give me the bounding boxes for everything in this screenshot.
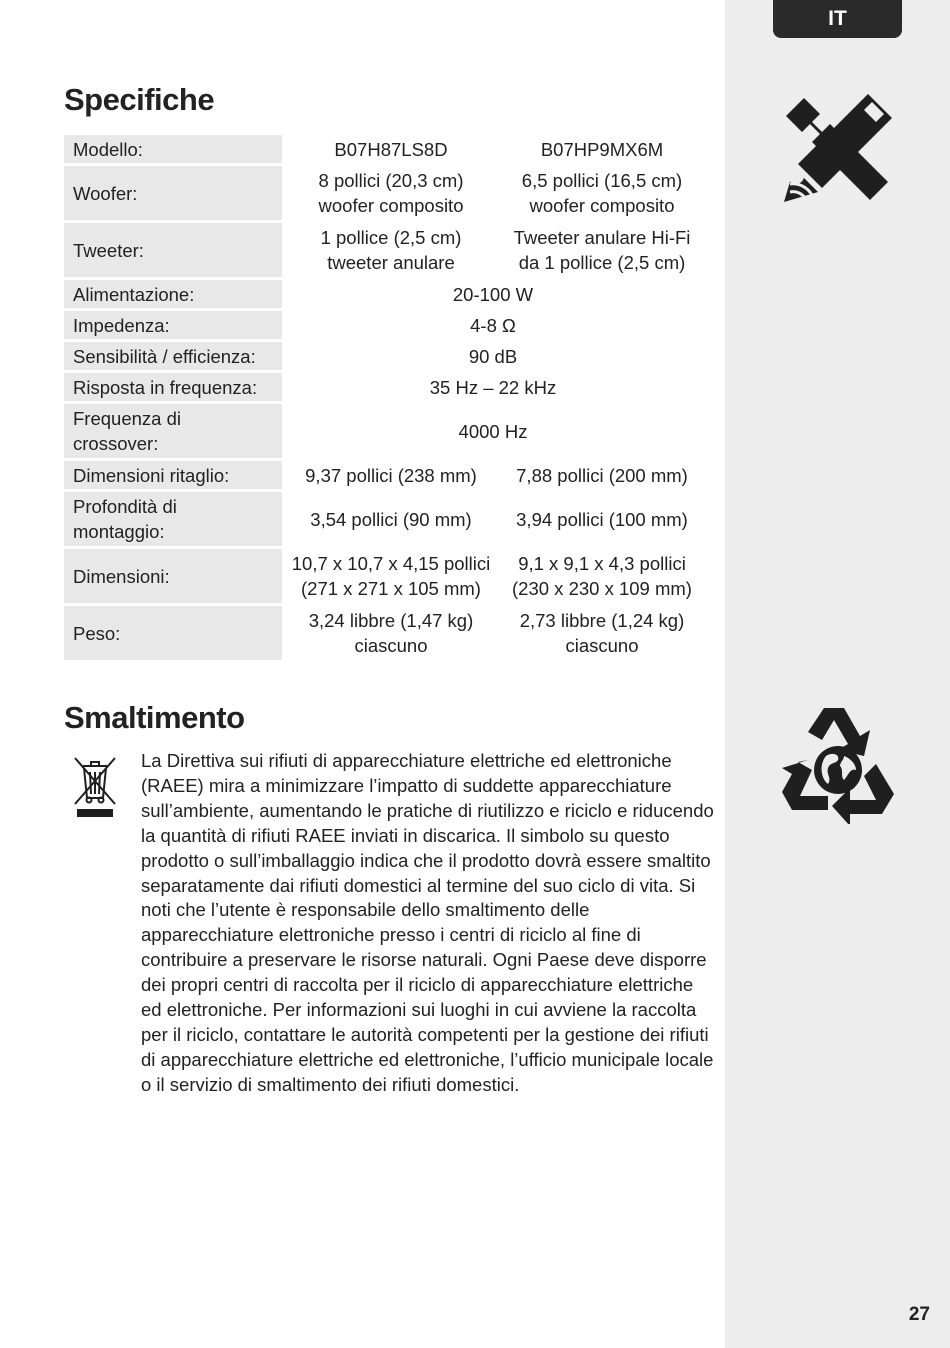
spec-label: Frequenza di crossover: bbox=[64, 404, 282, 458]
spec-value-model-a: 1 pollice (2,5 cm) tweeter anulare bbox=[320, 227, 462, 273]
spec-row bbox=[64, 280, 704, 308]
spec-label: Alimentazione: bbox=[64, 280, 282, 308]
spec-value-model-b: B07HP9MX6M bbox=[540, 138, 664, 160]
spec-value-model-a: 3,54 pollici (90 mm) bbox=[310, 508, 472, 530]
spec-label: Dimensioni: bbox=[64, 549, 282, 603]
spec-label: Sensibilità / efficienza: bbox=[64, 342, 282, 370]
spec-label: Woofer: bbox=[64, 166, 282, 220]
disposal-title: Smaltimento bbox=[64, 700, 245, 735]
spec-label: Risposta in frequenza: bbox=[64, 373, 282, 401]
spec-value-model-b: 7,88 pollici (200 mm) bbox=[516, 464, 688, 486]
recycle-globe-icon bbox=[778, 704, 898, 824]
disposal-paragraph: La Direttiva sui rifiuti di apparecchiature elettriche ed elettroniche (RAEE) mira a minimizzare l’impatto di suddette apparecchiature sull’ambiente, aumentando le pratiche di riutilizzo e riciclo e riducendo la quantità di rifiuti RAEE inviati in discarica. Il simbolo su questo prodotto o sull’imballaggio indica che il prodotto dovrà essere smaltito separatamente dai rifiuti domestici al termine del suo ciclo di vita. Si noti che l’utente è responsabile dello smaltimento delle apparecchiature elettroniche presso i centri di riciclo al fine di contribuire a preservare le risorse naturali. Ogni Paese deve disporre dei propri centri di raccolta per il riciclo di apparecchiature elettriche ed elettroniche. Per informazioni sui luoghi in cui avviene la raccolta per il riciclo, contattare le autorità competenti per la gestione dei rifiuti di apparecchiature elettriche ed elettroniche, l’ufficio municipale locale o il servizio di smaltimento dei rifiuti domestici. bbox=[141, 750, 714, 1095]
spec-row bbox=[64, 223, 704, 277]
spec-value-shared: 20-100 W bbox=[452, 283, 534, 305]
spec-row bbox=[64, 135, 704, 163]
tools-icon bbox=[776, 88, 898, 210]
spec-label: Impedenza: bbox=[64, 311, 282, 339]
spec-row bbox=[64, 342, 704, 370]
spec-value-model-a: 9,37 pollici (238 mm) bbox=[305, 464, 477, 486]
specs-title: Specifiche bbox=[64, 82, 215, 117]
spec-value-model-a: B07H87LS8D bbox=[334, 138, 448, 160]
spec-row bbox=[64, 606, 704, 660]
specs-table bbox=[64, 132, 704, 663]
spec-label: Modello: bbox=[64, 135, 282, 163]
page-number: 27 bbox=[908, 1304, 930, 1325]
spec-row bbox=[64, 461, 704, 489]
spec-label: Tweeter: bbox=[64, 223, 282, 277]
spec-row bbox=[64, 311, 704, 339]
spec-value-shared: 35 Hz – 22 kHz bbox=[429, 376, 557, 398]
spec-row bbox=[64, 373, 704, 401]
spec-value-model-b: 6,5 pollici (16,5 cm) woofer composito bbox=[521, 170, 683, 216]
spec-label: Profondità di montaggio: bbox=[64, 492, 282, 546]
spec-value-model-b: 2,73 libbre (1,24 kg) ciascuno bbox=[519, 610, 685, 656]
spec-row bbox=[64, 549, 704, 603]
spec-value-model-a: 8 pollici (20,3 cm) woofer composito bbox=[318, 170, 464, 216]
spec-row bbox=[64, 492, 704, 546]
spec-row bbox=[64, 166, 704, 220]
spec-value-shared: 90 dB bbox=[468, 345, 518, 367]
spec-label: Dimensioni ritaglio: bbox=[64, 461, 282, 489]
spec-value-model-a: 3,24 libbre (1,47 kg) ciascuno bbox=[308, 610, 474, 656]
spec-value-model-b: 9,1 x 9,1 x 4,3 pollici (230 x 230 x 109 mm) bbox=[512, 553, 692, 599]
spec-value-shared: 4000 Hz bbox=[458, 420, 528, 442]
spec-value-model-b: 3,94 pollici (100 mm) bbox=[516, 508, 688, 530]
spec-value-model-b: Tweeter anulare Hi-Fi da 1 pollice (2,5 cm) bbox=[513, 227, 691, 273]
spec-label: Peso: bbox=[64, 606, 282, 660]
spec-row bbox=[64, 404, 704, 458]
spec-value-shared: 4-8 Ω bbox=[470, 314, 516, 336]
crossed-bin-icon bbox=[71, 752, 119, 820]
language-tab: IT bbox=[773, 0, 902, 38]
spec-value-model-a: 10,7 x 10,7 x 4,15 pollici (271 x 271 x 105 mm) bbox=[291, 553, 491, 599]
